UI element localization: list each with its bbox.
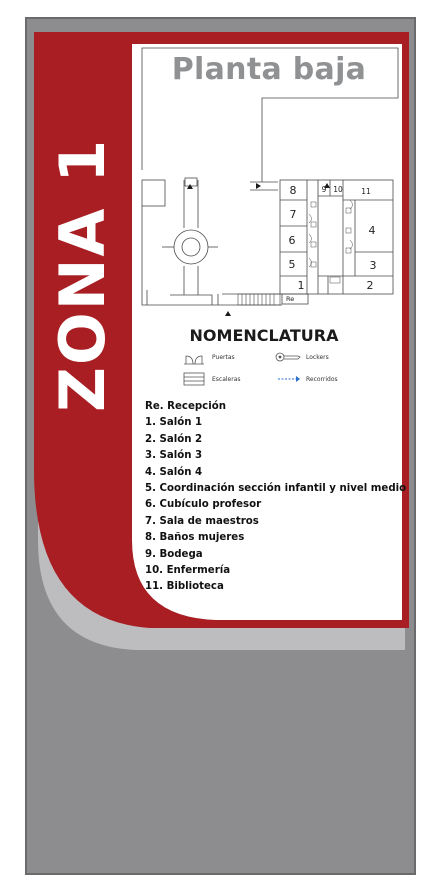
legend-title: NOMENCLATURA: [189, 326, 339, 345]
floor-title: Planta baja: [171, 52, 367, 87]
plan-label-10: 10: [333, 185, 343, 194]
room-list: [145, 399, 406, 596]
plan-label-2: 2: [366, 279, 374, 292]
legend-routes-label: Recorridos: [306, 376, 338, 383]
plan-label-reception: Re: [286, 295, 295, 303]
list-item: 1. Salón 1: [145, 417, 203, 429]
plan-label-7: 7: [289, 208, 297, 221]
list-item: 11. Biblioteca: [145, 581, 224, 593]
list-item: 7. Sala de maestros: [145, 515, 259, 527]
list-item: 5. Coordinación sección infantil y nivel medio: [145, 482, 407, 494]
plan-label-9: 9: [321, 185, 327, 194]
list-item: 10. Enfermería: [145, 564, 231, 576]
plan-label-1: 1: [297, 279, 305, 292]
list-item: 3. Salón 3: [145, 450, 203, 462]
legend-stairs-label: Escaleras: [212, 376, 241, 383]
legend-lockers-label: Lockers: [306, 354, 329, 361]
list-item: 8. Baños mujeres: [145, 532, 245, 544]
list-item: Re. Recepción: [145, 401, 226, 412]
zone-label: ZONA 1: [46, 137, 119, 412]
list-item: 4. Salón 4: [145, 466, 203, 478]
legend-doors-label: Puertas: [212, 354, 235, 361]
plan-label-3: 3: [369, 259, 377, 272]
plan-label-8: 8: [289, 184, 297, 197]
plan-label-5: 5: [288, 258, 296, 271]
plan-label-6: 6: [288, 234, 296, 247]
plan-label-4: 4: [368, 224, 376, 237]
list-item: 6. Cubículo profesor: [145, 499, 262, 511]
list-item: 9. Bodega: [145, 548, 203, 560]
list-item: 2. Salón 2: [145, 433, 203, 445]
plan-label-11: 11: [361, 187, 371, 196]
